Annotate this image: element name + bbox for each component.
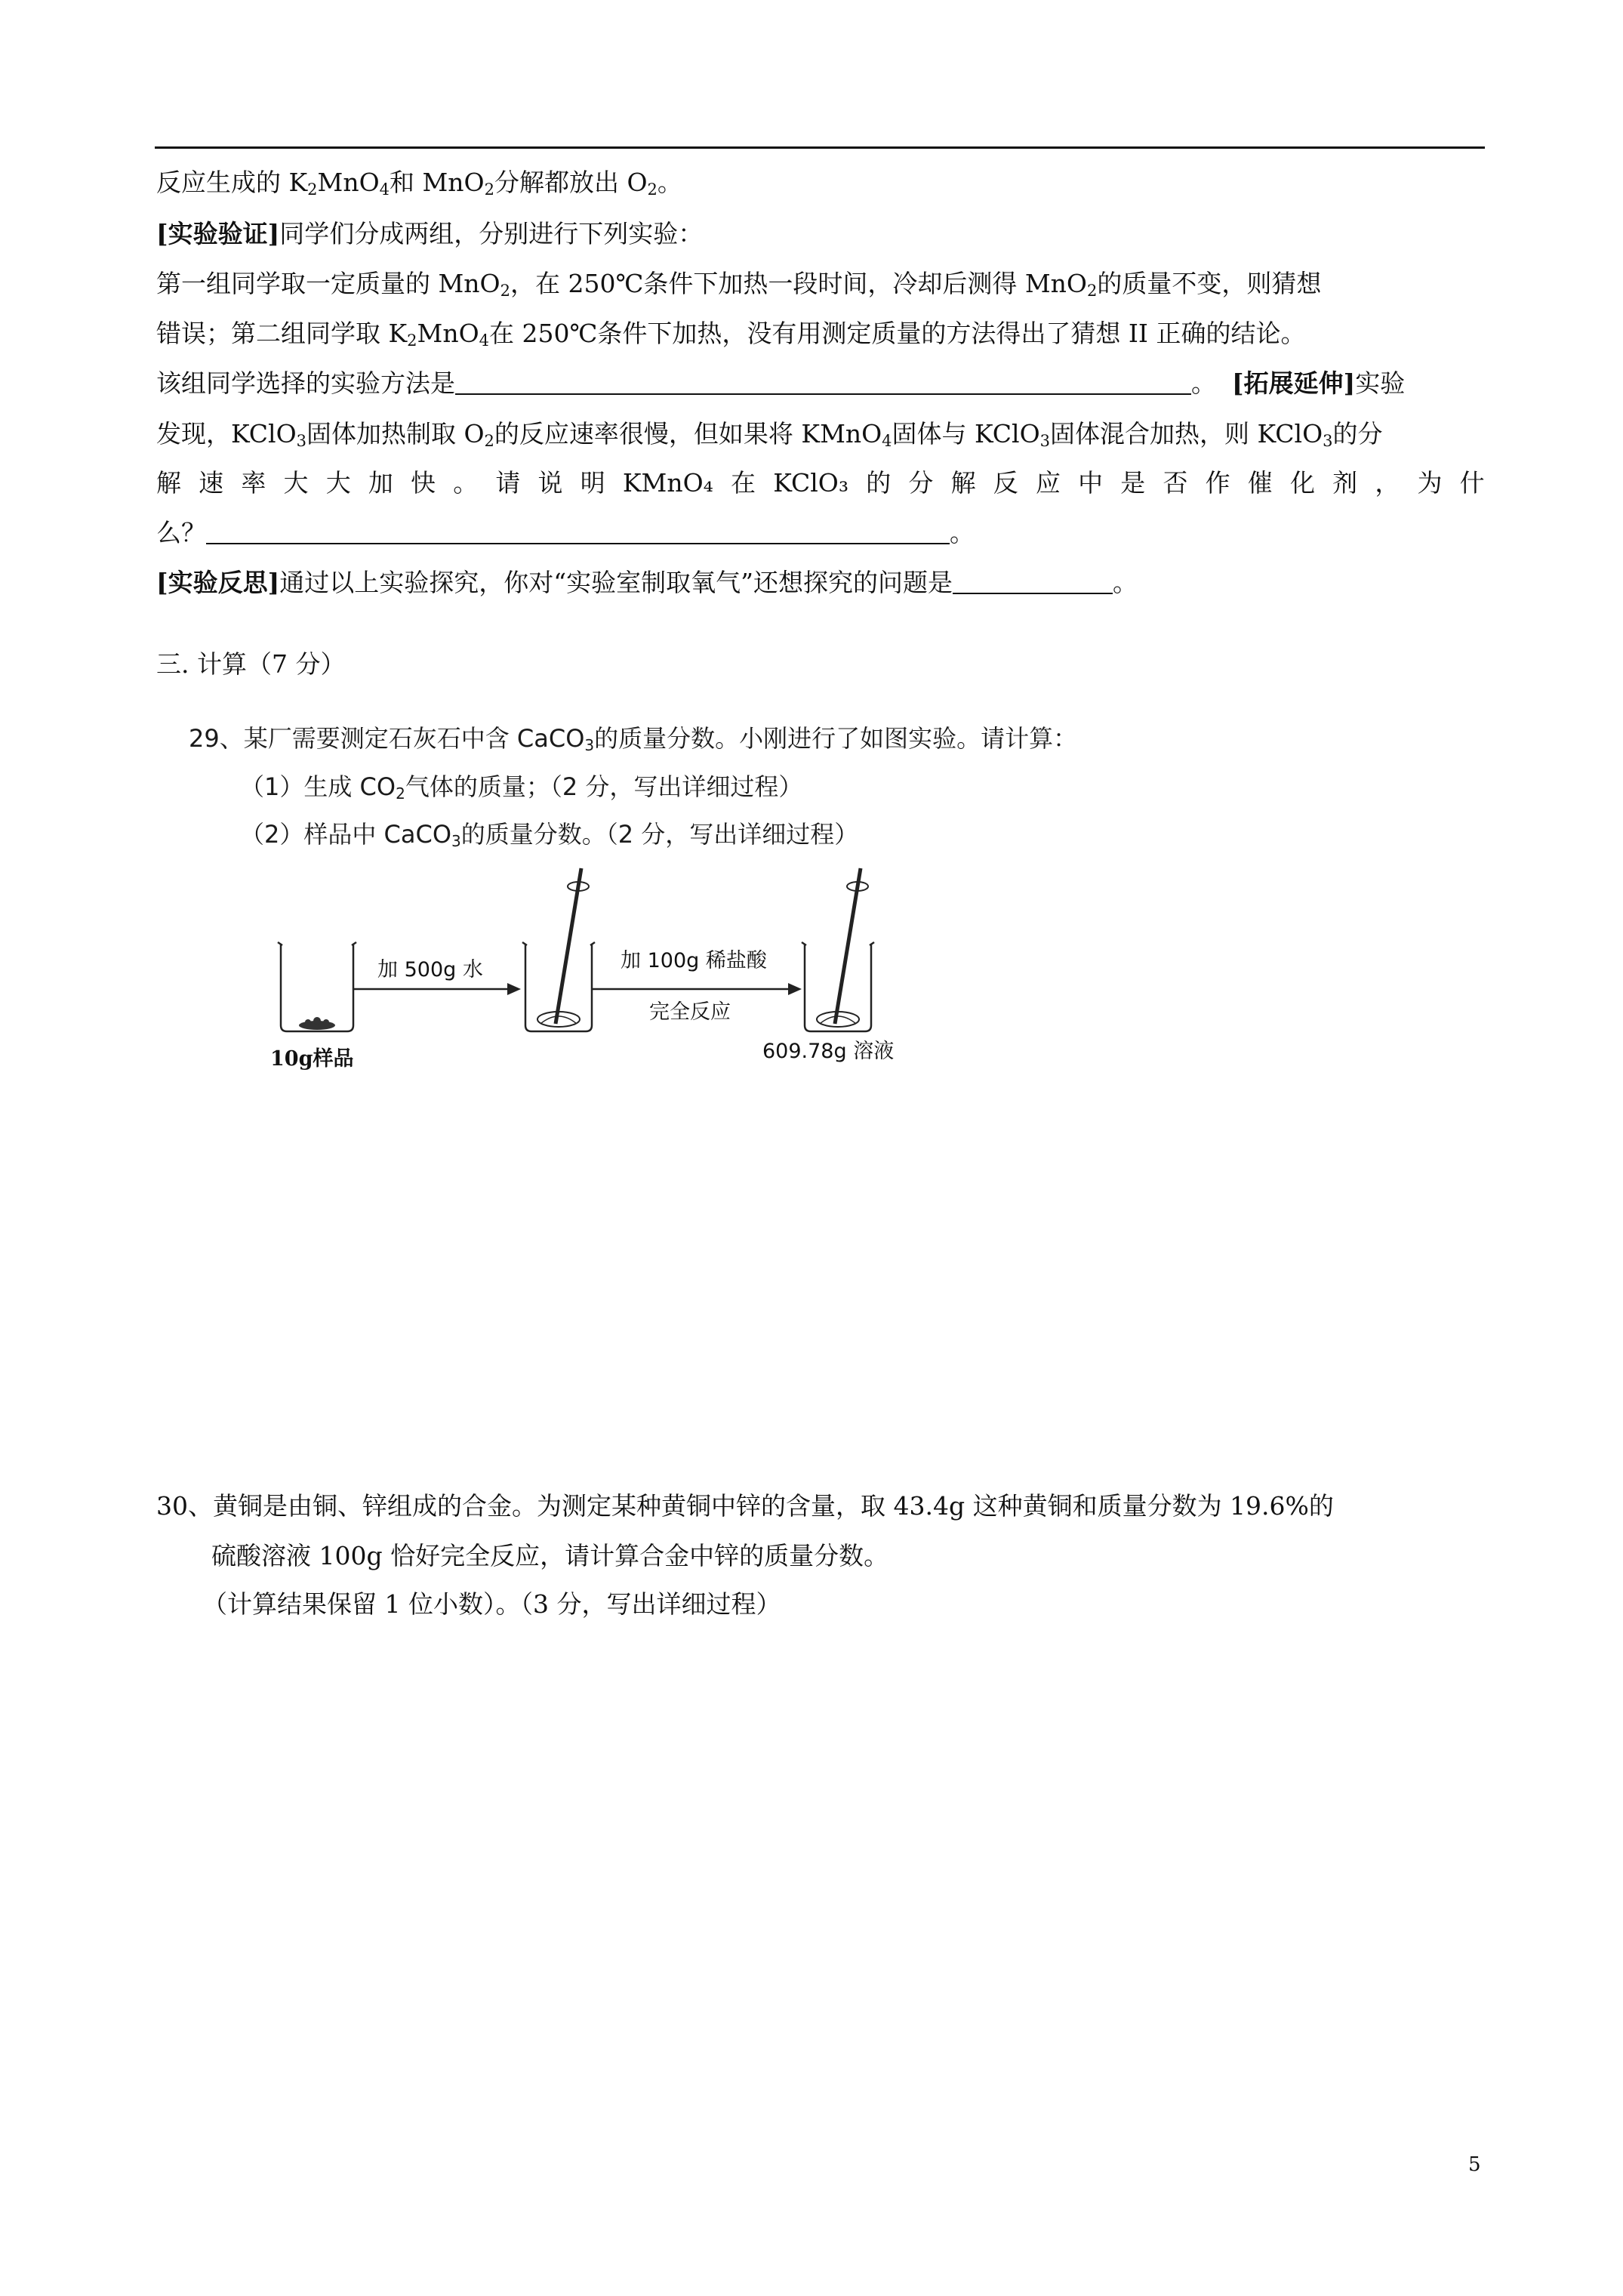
solution-label: 609.78g 溶液 <box>762 1040 895 1063</box>
text: 通过以上实验探究，你对“实验室制取氧气”还想探究的问题是 <box>279 568 953 597</box>
text: 在 250℃条件下加热，没有用测定质量的方法得出了猜想 II 正确的结论。 <box>489 319 1306 348</box>
word: 的 <box>866 468 892 498</box>
text: 分解都放出 O <box>494 168 648 197</box>
subscript: 2 <box>307 180 318 199</box>
arrow2-label-bottom: 完全反应 <box>649 1000 731 1024</box>
subscript: 4 <box>479 331 490 350</box>
paragraph-line-8 <box>156 518 975 548</box>
text: 第一组同学取一定质量的 MnO <box>156 269 500 298</box>
text: 的质量分数。（2 分，写出详细过程） <box>460 820 859 849</box>
subscript: 2 <box>484 180 494 199</box>
word: 为 <box>1417 468 1443 498</box>
word: 中 <box>1078 468 1104 498</box>
subscript: 3 <box>296 432 306 450</box>
text: 同学们分成两组，分别进行下列实验： <box>279 219 704 248</box>
text: 发现，KClO <box>156 419 297 448</box>
header-rule <box>155 146 1485 149</box>
section-tag: [实验反思] <box>156 568 280 597</box>
word: 大 <box>283 468 309 498</box>
word: 什 <box>1459 468 1485 498</box>
subscript: 3 <box>1039 432 1051 450</box>
text: 。 <box>1112 568 1138 597</box>
word: 应 <box>1035 468 1061 498</box>
paragraph-line-3 <box>156 269 1321 299</box>
arrow1-label: 加 500g 水 <box>377 958 483 982</box>
paragraph-line-7 <box>156 468 1485 498</box>
word: 加 <box>368 468 393 498</box>
q29-sub2 <box>240 819 858 849</box>
word: 大 <box>325 468 351 498</box>
word: ， <box>1375 468 1400 498</box>
text: 三. 计算（7 分） <box>156 649 346 679</box>
paragraph-line-1 <box>156 168 682 198</box>
paragraph-line-4 <box>156 319 1305 349</box>
text: 反应生成的 K <box>156 168 308 197</box>
subscript: 4 <box>882 432 892 450</box>
text: MnO <box>417 319 479 348</box>
arrow-1 <box>353 983 521 995</box>
subscript: 2 <box>1086 282 1098 300</box>
word: 解 <box>950 468 976 498</box>
beaker-2 <box>522 868 595 1031</box>
word: 催 <box>1247 468 1273 498</box>
text: （1）生成 CO <box>240 772 396 801</box>
section-tag: [拓展延伸] <box>1231 368 1356 398</box>
section-tag: [实验验证] <box>156 219 280 248</box>
word: 请 <box>495 468 521 498</box>
sample-solid <box>299 1017 335 1030</box>
sample-label: 10g样品 <box>270 1047 354 1071</box>
q30-line-3 <box>202 1589 781 1620</box>
paragraph-line-5 <box>156 368 1405 399</box>
text: 气体的质量；（2 分，写出详细过程） <box>405 772 803 801</box>
word: 明 <box>580 468 605 498</box>
subscript: 3 <box>1323 432 1333 450</box>
text: 。 <box>657 168 682 197</box>
text: 固体混合加热，则 KClO <box>1050 419 1323 448</box>
q30-line-1 <box>156 1491 1334 1521</box>
text: （计算结果保留 1 位小数）。（3 分，写出详细过程） <box>202 1589 781 1619</box>
text: 。 <box>1191 368 1216 398</box>
text: 和 MnO <box>390 168 485 197</box>
text: 固体加热制取 O <box>306 419 485 448</box>
arrow-2 <box>592 983 802 995</box>
beaker-3 <box>802 868 874 1031</box>
word: 解 <box>156 468 181 498</box>
answer-blank[interactable] <box>206 520 950 544</box>
text: 固体与 KClO <box>892 419 1040 448</box>
subscript: 2 <box>500 282 510 300</box>
q29-stem <box>189 723 1077 754</box>
word: 是 <box>1120 468 1146 498</box>
text: 30、黄铜是由铜、锌组成的合金。为测定某种黄铜中锌的含量，取 43.4g 这种黄铜和质量分数为 19.6%的 <box>156 1491 1334 1521</box>
text: 的质量分数。小刚进行了如图实验。请计算： <box>594 724 1078 753</box>
text: 实验 <box>1355 368 1406 398</box>
text: 么？ <box>156 518 206 547</box>
subscript: 2 <box>484 432 494 450</box>
q30-line-2 <box>211 1541 888 1571</box>
word: 反 <box>993 468 1018 498</box>
text: 29、某厂需要测定石灰石中含 CaCO <box>189 724 585 753</box>
paragraph-line-2 <box>156 219 703 249</box>
word: 否 <box>1163 468 1188 498</box>
word: KClO₃ <box>773 468 849 498</box>
text: 。 <box>950 518 975 547</box>
word: 作 <box>1205 468 1230 498</box>
q29-sub1 <box>240 772 802 802</box>
text: 的反应速率很慢，但如果将 KMnO <box>494 419 882 448</box>
word: 说 <box>537 468 563 498</box>
subscript: 4 <box>379 180 390 199</box>
text: 的分 <box>1332 419 1383 448</box>
word: 。 <box>453 468 479 498</box>
text: ，在 250℃条件下加热一段时间，冷却后测得 MnO <box>510 269 1087 298</box>
word: 速 <box>199 468 224 498</box>
word: 剂 <box>1332 468 1358 498</box>
word: KMnO₄ <box>622 468 713 498</box>
text: （2）样品中 CaCO <box>240 820 452 849</box>
subscript: 3 <box>584 736 595 754</box>
text: 硫酸溶液 100g 恰好完全反应，请计算合金中锌的质量分数。 <box>211 1541 889 1570</box>
subscript: 2 <box>647 180 658 199</box>
answer-blank[interactable] <box>455 371 1191 395</box>
subscript: 2 <box>407 331 417 350</box>
text: 该组同学选择的实验方法是 <box>156 368 455 398</box>
subscript: 3 <box>451 832 461 850</box>
answer-blank[interactable] <box>953 570 1113 594</box>
subscript: 2 <box>396 784 405 803</box>
text: 错误；第二组同学取 K <box>156 319 408 348</box>
word: 率 <box>241 468 266 498</box>
text: 的质量不变，则猜想 <box>1097 269 1322 298</box>
arrow2-label-top: 加 100g 稀盐酸 <box>621 949 767 972</box>
word: 快 <box>411 468 436 498</box>
paragraph-line-9 <box>156 568 1138 598</box>
word: 化 <box>1289 468 1315 498</box>
word: 在 <box>731 468 756 498</box>
text: MnO <box>317 168 380 197</box>
section-title <box>156 649 345 680</box>
page-number: 5 <box>1468 2153 1481 2176</box>
paragraph-line-6 <box>156 419 1383 449</box>
word: 分 <box>908 468 934 498</box>
